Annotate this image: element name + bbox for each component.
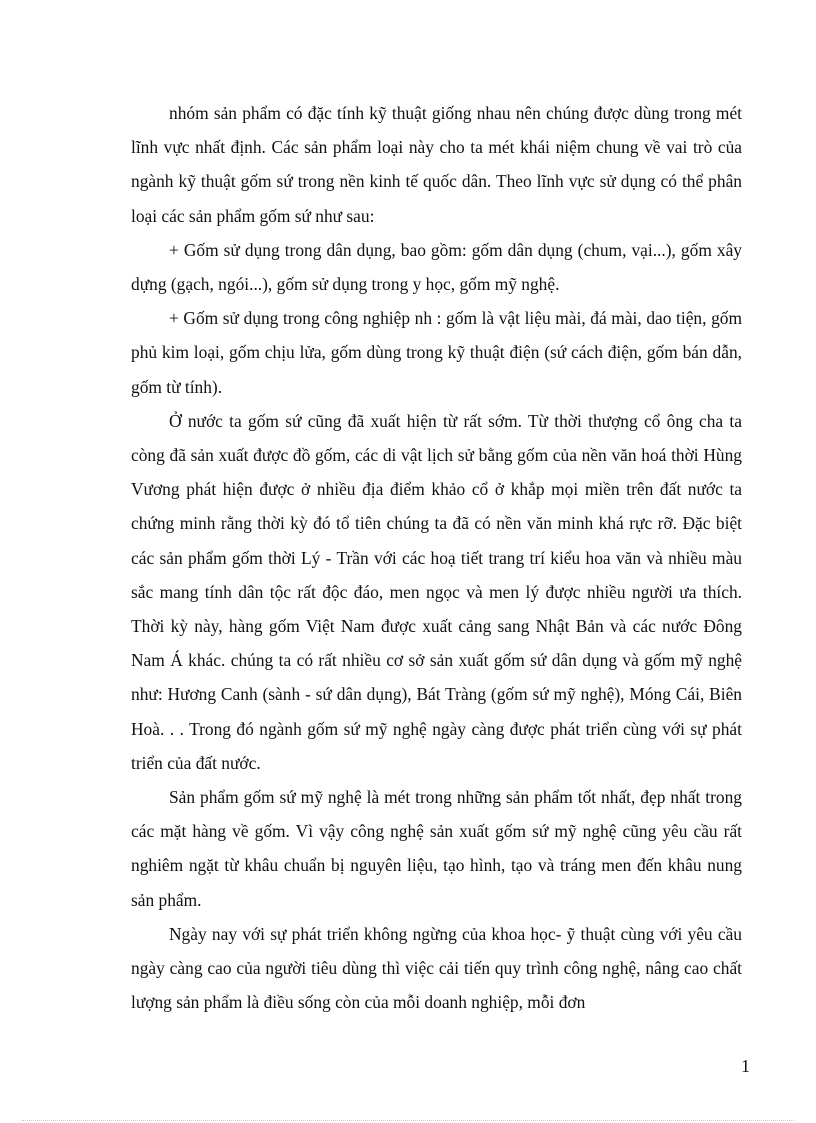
body-text bbox=[131, 96, 742, 1019]
paragraph-2-bullet-civil: + Gốm sử dụng trong dân dụng, bao gồm: gốm dân dụng (chum, vại...), gốm xây dựng (gạch, ngói...), gốm sử dụng trong y học, gốm mỹ nghệ. bbox=[131, 239, 742, 295]
page-number: 1 bbox=[741, 1056, 750, 1076]
paragraph-3-bullet-industrial: + Gốm sử dụng trong công nghiệp nh : gốm là vật liệu mài, đá mài, dao tiện, gốm phủ kim loại, gốm chịu lửa, gốm dùng trong kỹ thuật điện (sứ cách điện, gốm bán dẫn, gốm từ tính). bbox=[131, 308, 742, 397]
paragraph-5-fine-art: Sản phẩm gốm sứ mỹ nghệ là mét trong những sản phẩm tốt nhất, đẹp nhất trong các mặt hàng về gốm. Vì vậy công nghệ sản xuất gốm sứ mỹ nghệ cũng yêu cầu rất nghiêm ngặt từ khâu chuẩn bị nguyên liệu, tạo hình, tạo và tráng men đến khâu nung sản phẩm. bbox=[131, 787, 742, 910]
paragraph-4-history: Ở nước ta gốm sứ cũng đã xuất hiện từ rất sớm. Từ thời thượng cổ ông cha ta còng đã sản xuất được đồ gốm, các di vật lịch sử bằng gốm của nền văn hoá thời Hùng Vương phát hiện được ở nhiều địa điểm khảo cổ ở khắp mọi miền trên đất nước ta chứng minh rằng thời kỳ đó tổ tiên chúng ta đã có nền văn minh khá rực rỡ. Đặc biệt các sản phẩm gốm thời Lý - Trần với các hoạ tiết trang trí kiểu hoa văn và nhiều màu sắc mang tính dân tộc rất độc đáo, men ngọc và men lý được nhiều người ưa thích. Thời kỳ này, hàng gốm Việt Nam được xuất cảng sang Nhật Bản và các nước Đông Nam Á khác. chúng ta có rất nhiều cơ sở sản xuất gốm sứ dân dụng và gốm mỹ nghệ như: Hương Canh (sành - sứ dân dụng), Bát Tràng (gốm sứ mỹ nghệ), Móng Cái, Biên Hoà. . . Trong đó ngành gốm sứ mỹ nghệ ngày càng được phát triển cùng với sự phát triển của đất nước. bbox=[131, 410, 742, 773]
paragraph-1: nhóm sản phẩm có đặc tính kỹ thuật giống nhau nên chúng được dùng trong mét lĩnh vực nhất định. Các sản phẩm loại này cho ta mét khái niệm chung về vai trò của ngành kỹ thuật gốm sứ trong nền kinh tế quốc dân. Theo lĩnh vực sử dụng có thể phân loại các sản phẩm gốm sứ như sau: bbox=[131, 103, 742, 226]
page-bottom-divider bbox=[22, 1120, 794, 1121]
paragraph-6-today: Ngày nay với sự phát triển không ngừng của khoa học- ỹ thuật cùng với yêu cầu ngày càng cao của người tiêu dùng thì việc cải tiến quy trình công nghệ, nâng cao chất lượng sản phẩm là điều sống còn của mỗi doanh nghiệp, mỗi đơn bbox=[131, 923, 742, 1013]
